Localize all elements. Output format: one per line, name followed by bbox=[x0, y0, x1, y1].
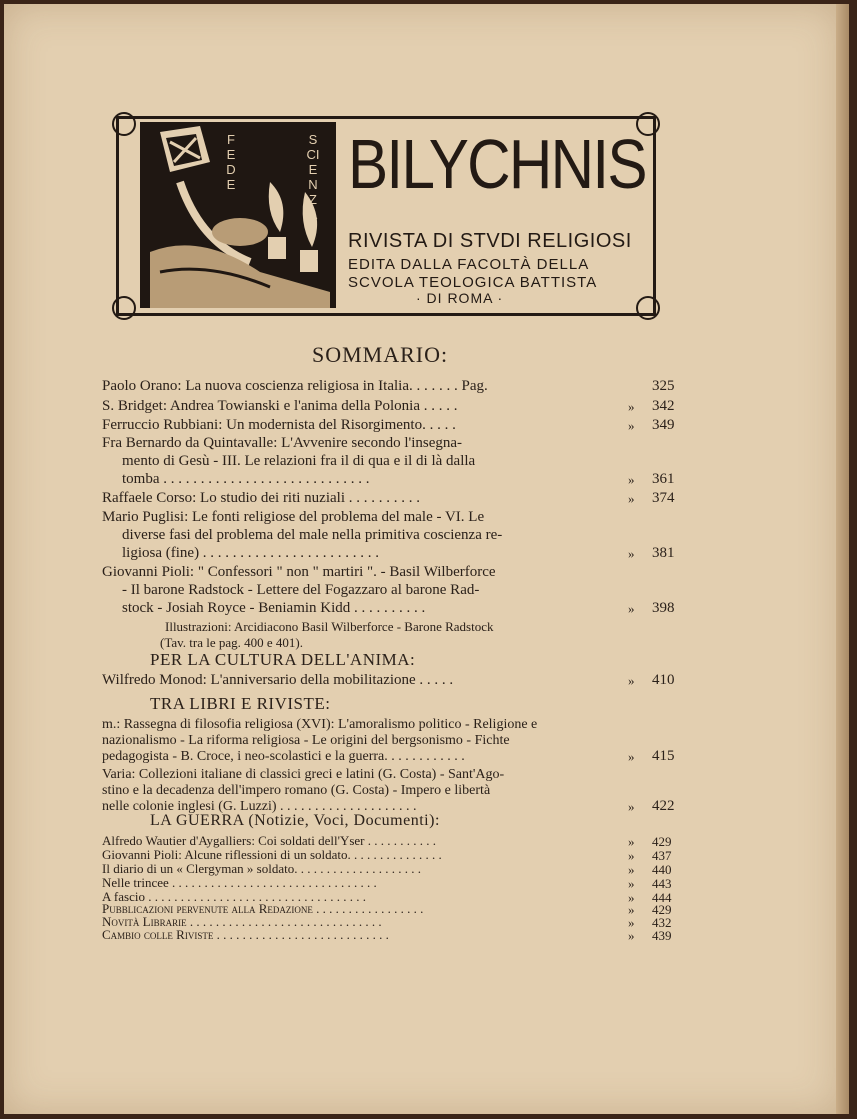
sommario-heading: SOMMARIO: bbox=[312, 342, 449, 367]
toc-page: 429 bbox=[652, 834, 672, 849]
toc-line: stino e la decadenza dell'impero romano (G. Costa) - Impero e libertà bbox=[102, 783, 491, 798]
toc-mark: » bbox=[628, 876, 635, 891]
toc-line: Varia: Collezioni italiane di classici greci e latini (G. Costa) - Sant'Ago- bbox=[102, 767, 505, 782]
page-edge bbox=[836, 4, 849, 1114]
section-heading: LA GUERRA (Notizie, Voci, Documenti): bbox=[150, 812, 440, 829]
scienza-label: SCIENZA bbox=[306, 132, 320, 222]
toc-page: 432 bbox=[652, 915, 672, 930]
toc-mark: » bbox=[628, 418, 635, 433]
toc-line: Ferruccio Rubbiani: Un modernista del Risorgimento. . . . . bbox=[102, 417, 456, 433]
toc-line: Giovanni Pioli: " Confessori " non " martiri ". - Basil Wilberforce bbox=[102, 564, 496, 580]
toc-page: 361 bbox=[652, 471, 675, 487]
toc-line: - Il barone Radstock - Lettere del Fogazzaro al barone Rad- bbox=[122, 582, 480, 598]
toc-mark: » bbox=[628, 862, 635, 877]
toc-page: 429 bbox=[652, 902, 672, 917]
toc-line: tomba . . . . . . . . . . . . . . . . . . . . . . . . . . . . bbox=[122, 471, 370, 487]
toc-page: 381 bbox=[652, 545, 675, 561]
illustrations-note: (Tav. tra le pag. 400 e 401). bbox=[160, 635, 303, 650]
toc-page: 437 bbox=[652, 848, 672, 863]
toc-line: nazionalismo - La riforma religiosa - Le origini del bergsonismo - Fichte bbox=[102, 733, 510, 748]
toc-line: Raffaele Corso: Lo studio dei riti nuziali . . . . . . . . . . bbox=[102, 490, 421, 506]
toc-page: 410 bbox=[652, 672, 675, 688]
subtitle-line: RIVISTA DI STVDI RELIGIOSI bbox=[348, 230, 632, 252]
corner-ornament bbox=[636, 296, 660, 320]
toc-mark: » bbox=[628, 472, 635, 487]
toc-mark: » bbox=[628, 673, 635, 688]
magazine-title: BILYCHNIS bbox=[348, 125, 646, 203]
toc-page: 398 bbox=[652, 600, 675, 616]
toc-page: 349 bbox=[652, 417, 675, 433]
toc-line: stock - Josiah Royce - Beniamin Kidd . . . . . . . . . . bbox=[122, 600, 426, 616]
toc-page: 325 bbox=[652, 378, 675, 394]
toc-mark: » bbox=[628, 890, 635, 905]
toc-mark: » bbox=[628, 848, 635, 863]
toc-line: pedagogista - B. Croce, i neo-scolastici e la guerra. . . . . . . . . . . . bbox=[102, 749, 465, 764]
toc-line: A fascio . . . . . . . . . . . . . . . . . . . . . . . . . . . . . . . . . . bbox=[102, 889, 366, 904]
toc-mark: » bbox=[628, 749, 635, 764]
illustrations-note: Illustrazioni: Arcidiacono Basil Wilberforce - Barone Radstock bbox=[165, 619, 494, 634]
toc-mark: » bbox=[628, 399, 635, 414]
toc-line: diverse fasi del problema del male nella primitiva coscienza re- bbox=[122, 527, 503, 543]
toc-mark: » bbox=[628, 601, 635, 616]
toc-line: Nelle trincee . . . . . . . . . . . . . . . . . . . . . . . . . . . . . . . . bbox=[102, 875, 377, 890]
section-heading: PER LA CULTURA DELL'ANIMA: bbox=[150, 650, 416, 669]
subtitle-line: SCVOLA TEOLOGICA BATTISTA bbox=[348, 274, 598, 291]
toc-line: S. Bridget: Andrea Towianski e l'anima della Polonia . . . . . bbox=[102, 398, 458, 414]
toc-page: 422 bbox=[652, 798, 675, 814]
toc-mark: » bbox=[628, 928, 635, 943]
toc-line: ligiosa (fine) . . . . . . . . . . . . . . . . . . . . . . . . bbox=[122, 545, 380, 561]
toc-page: 342 bbox=[652, 398, 675, 414]
toc-line: mento di Gesù - III. Le relazioni fra il di qua e il di là dalla bbox=[122, 453, 476, 469]
toc-mark: » bbox=[628, 902, 635, 917]
toc-mark: » bbox=[628, 546, 635, 561]
toc-line: m.: Rassegna di filosofia religiosa (XVI): L'amoralismo politico - Religione e bbox=[102, 717, 538, 732]
toc-line: Giovanni Pioli: Alcune riflessioni di un soldato. . . . . . . . . . . . . . . bbox=[102, 847, 442, 862]
toc-line: Fra Bernardo da Quintavalle: L'Avvenire secondo l'insegna- bbox=[102, 435, 463, 451]
toc-page: 439 bbox=[652, 928, 672, 943]
toc-line: Pubblicazioni pervenute alla Redazione . . . . . . . . . . . . . . . . . bbox=[102, 901, 424, 916]
toc-page: 415 bbox=[652, 748, 675, 764]
subtitle-line: EDITA DALLA FACOLTÀ DELLA bbox=[348, 256, 590, 273]
toc-page: 374 bbox=[652, 490, 675, 506]
subtitle-line: · DI ROMA · bbox=[416, 290, 504, 306]
masthead bbox=[116, 116, 656, 316]
corner-ornament bbox=[112, 112, 136, 136]
toc-line: Il diario di un « Clergyman » soldato. . . . . . . . . . . . . . . . . . . . bbox=[102, 861, 421, 876]
section-heading: TRA LIBRI E RIVISTE: bbox=[150, 694, 331, 713]
toc-mark: » bbox=[628, 491, 635, 506]
corner-ornament bbox=[112, 296, 136, 320]
toc-line: Paolo Orano: La nuova coscienza religiosa in Italia. . . . . . . Pag. bbox=[102, 378, 488, 394]
toc-page: 444 bbox=[652, 890, 672, 905]
toc-line: nelle colonie inglesi (G. Luzzi) . . . . . . . . . . . . . . . . . . . . bbox=[102, 799, 417, 814]
toc-page: 440 bbox=[652, 862, 672, 877]
toc-mark: » bbox=[628, 799, 635, 814]
toc-page: 443 bbox=[652, 876, 672, 891]
toc-mark: » bbox=[628, 834, 635, 849]
toc-line: Alfredo Wautier d'Aygalliers: Coi soldati dell'Yser . . . . . . . . . . . bbox=[102, 833, 437, 848]
fede-label: FEDE bbox=[226, 132, 236, 192]
toc-mark: » bbox=[628, 915, 635, 930]
toc-line: Novità Librarie . . . . . . . . . . . . . . . . . . . . . . . . . . . . . . bbox=[102, 914, 382, 929]
toc-line: Mario Puglisi: Le fonti religiose del problema del male - VI. Le bbox=[102, 509, 485, 525]
toc-line: Wilfredo Monod: L'anniversario della mobilitazione . . . . . bbox=[102, 672, 454, 688]
toc-line: Cambio colle Riviste . . . . . . . . . . . . . . . . . . . . . . . . . . . bbox=[102, 927, 389, 942]
